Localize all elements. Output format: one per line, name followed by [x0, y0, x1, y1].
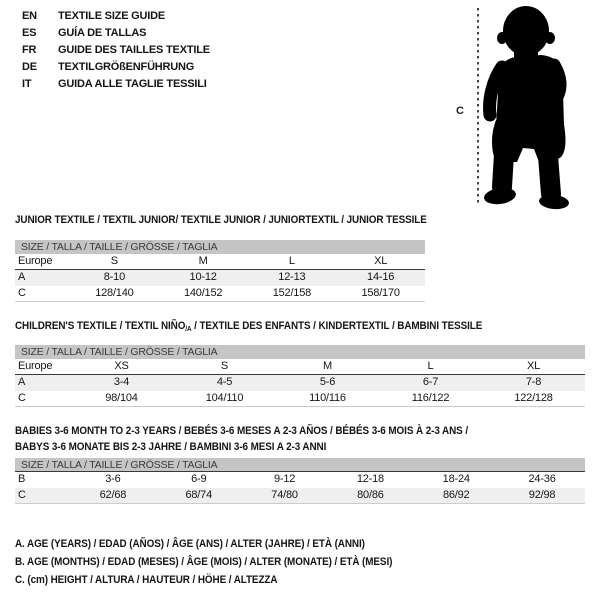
language-row [22, 25, 210, 42]
height-cell: 104/110 [205, 392, 244, 404]
table-row-age [15, 270, 425, 286]
row-label: B [18, 473, 26, 485]
language-label: GUIDE DES TAILLES TEXTILE [58, 44, 210, 56]
height-cell: 98/104 [105, 392, 138, 404]
language-label: TEXTILE SIZE GUIDE [58, 10, 166, 22]
language-label: GUÍA DE TALLAS [58, 27, 147, 39]
language-code: EN [22, 10, 37, 22]
age-cell: 3-4 [113, 376, 130, 388]
height-cell: 86/92 [442, 489, 470, 501]
table-row-age-months [15, 472, 585, 488]
table-row-height [15, 488, 585, 504]
language-code: IT [22, 78, 32, 90]
age-cell: 6-9 [191, 473, 207, 485]
age-cell: 6-7 [422, 376, 439, 388]
height-cell: 152/158 [272, 287, 312, 299]
age-cell: 10-12 [189, 271, 217, 283]
language-row [22, 59, 210, 76]
height-cell: 74/80 [271, 489, 298, 501]
age-cell: 4-5 [216, 376, 233, 388]
height-cell: 110/116 [309, 392, 346, 404]
row-label: Europe [18, 360, 53, 372]
legend-age-months: B. AGE (MONTHS) / EDAD (MESES) / ÂGE (MOIS) / ALTER (MONATE) / ETÀ (MESI) [15, 556, 393, 568]
table-row-height [15, 391, 585, 407]
age-cell: 9-12 [273, 473, 296, 485]
junior-table [15, 240, 425, 302]
row-label: Europe [18, 255, 53, 267]
size-header-bar: SIZE / TALLA / TAILLE / GRÖSSE / TAGLIA [15, 458, 585, 472]
age-cell: 18-24 [442, 473, 470, 485]
height-cell: 92/98 [528, 489, 556, 501]
title-text: / TEXTILE DES ENFANTS / KINDERTEXTIL / BAMBINI TESSILE [191, 320, 483, 332]
title-line-1: BABIES 3-6 MONTH TO 2-3 YEARS / BEBÉS 3-6 MESES A 2-3 AÑOS / BÉBÉS 3-6 MOIS À 2-3 ANS / [15, 425, 468, 437]
language-row [22, 42, 210, 59]
height-cell: 62/68 [99, 489, 127, 501]
row-label: C [18, 489, 26, 501]
age-cell: 24-36 [528, 473, 556, 485]
legend-height: C. (cm) HEIGHT / ALTURA / HAUTEUR / HÖHE / ALTEZZA [15, 574, 278, 586]
age-cell: 12-18 [356, 473, 384, 485]
row-label: A [18, 271, 26, 283]
row-label: C [18, 287, 26, 299]
height-cell: 80/86 [357, 489, 384, 501]
language-label: TEXTILGRÖßENFÜHRUNG [58, 61, 195, 73]
table-row-europe [15, 254, 425, 270]
baby-silhouette-icon [455, 4, 585, 212]
age-cell: 3-6 [105, 473, 121, 485]
height-cell: 116/122 [411, 392, 450, 404]
legend-age-years: A. AGE (YEARS) / EDAD (AÑOS) / ÂGE (ANS) / ALTER (JAHRE) / ETÀ (ANNI) [15, 538, 365, 550]
children-table-title [15, 320, 482, 336]
age-cell: 5-6 [319, 376, 336, 388]
size-header-bar: SIZE / TALLA / TAILLE / GRÖSSE / TAGLIA [15, 345, 585, 359]
height-cell: 158/170 [361, 287, 400, 299]
title-subscript: /A [185, 326, 192, 333]
height-cell: 128/140 [95, 287, 134, 299]
title-line-2: BABYS 3-6 MONATE BIS 2-3 JAHRE / BAMBINI 3-6 MESI A 2-3 ANNI [15, 441, 327, 453]
baby-silhouette [483, 6, 570, 210]
age-cell: 8-10 [103, 271, 125, 283]
row-label: C [18, 392, 26, 404]
title-text: CHILDREN'S TEXTILE / TEXTIL NIÑO [15, 320, 186, 332]
height-cell: 140/152 [183, 287, 223, 299]
height-cell: 122/128 [514, 392, 553, 404]
size-cell: L [288, 255, 295, 267]
language-label: GUIDA ALLE TAGLIE TESSILI [58, 78, 207, 90]
age-cell: 14-16 [367, 271, 395, 283]
height-cell: 68/74 [185, 489, 212, 501]
size-cell: XL [526, 360, 541, 372]
size-header-bar: SIZE / TALLA / TAILLE / GRÖSSE / TAGLIA [15, 240, 425, 254]
language-code: FR [22, 44, 37, 56]
size-cell: XL [374, 255, 388, 267]
table-row-age [15, 375, 585, 391]
size-cell: XS [114, 360, 129, 372]
size-cell: S [220, 360, 229, 372]
size-cell: L [427, 360, 434, 372]
size-cell: M [198, 255, 208, 267]
language-row [22, 8, 210, 25]
height-measure-label: C [456, 105, 464, 117]
language-row [22, 76, 210, 93]
size-cell: S [110, 255, 118, 267]
table-row-height [15, 286, 425, 302]
age-cell: 7-8 [525, 376, 542, 388]
age-cell: 12-13 [278, 271, 306, 283]
row-label: A [18, 376, 26, 388]
children-table [15, 345, 585, 407]
babies-table [15, 458, 585, 504]
junior-table-title: JUNIOR TEXTILE / TEXTIL JUNIOR/ TEXTILE JUNIOR / JUNIORTEXTIL / JUNIOR TESSILE [15, 214, 427, 226]
babies-table-title [15, 423, 468, 455]
language-list [22, 8, 210, 93]
language-code: ES [22, 27, 37, 39]
size-cell: M [323, 360, 332, 372]
table-row-europe [15, 359, 585, 375]
language-code: DE [22, 61, 37, 73]
